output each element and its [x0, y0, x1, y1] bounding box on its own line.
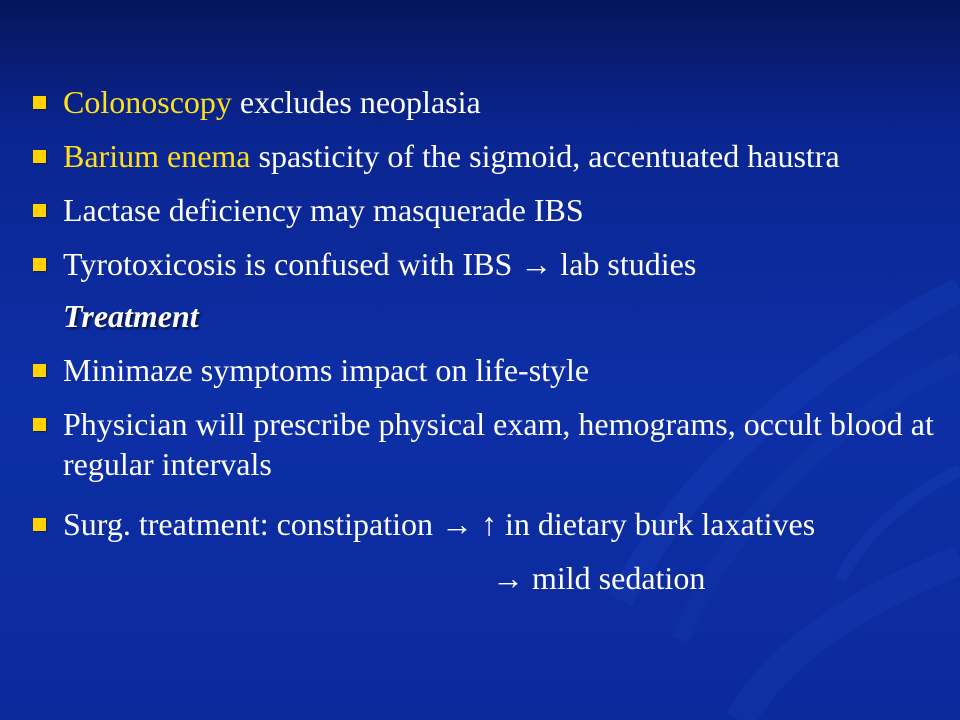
item-text: Lactase deficiency may masquerade IBS: [63, 192, 584, 228]
square-bullet-icon: [33, 204, 46, 217]
highlight-term: Colonoscopy: [63, 84, 232, 120]
item-text: Minimaze symptoms impact on life-style: [63, 352, 590, 388]
bullet-item-colonoscopy: [63, 82, 943, 122]
item-text: spasticity of the sigmoid, accentuated haustra: [250, 138, 840, 174]
square-bullet-icon: [33, 258, 46, 271]
square-bullet-icon: [33, 364, 46, 377]
continuation-line: → mild sedation: [492, 560, 706, 596]
bullet-item-physician: [63, 404, 943, 484]
square-bullet-icon: [33, 518, 46, 531]
item-text: Physician will prescribe physical exam, hemograms, occult blood at regular intervals: [63, 406, 934, 482]
square-bullet-icon: [33, 150, 46, 163]
item-text: excludes neoplasia: [231, 84, 481, 120]
bullet-item-minimaze: [63, 350, 943, 390]
bullet-item-barium-enema: [63, 136, 943, 176]
highlight-term: Barium enema: [63, 138, 251, 174]
item-text: Surg. treatment: constipation → ↑ in dietary burk laxatives: [63, 506, 816, 542]
section-heading-treatment: Treatment: [63, 298, 199, 334]
square-bullet-icon: [33, 418, 46, 431]
bullet-item-lactase: [63, 190, 943, 230]
bullet-item-surgical: [63, 504, 943, 544]
bullet-item-tyrotoxicosis: [63, 244, 943, 284]
square-bullet-icon: [33, 96, 46, 109]
item-text: Tyrotoxicosis is confused with IBS → lab studies: [63, 246, 697, 282]
